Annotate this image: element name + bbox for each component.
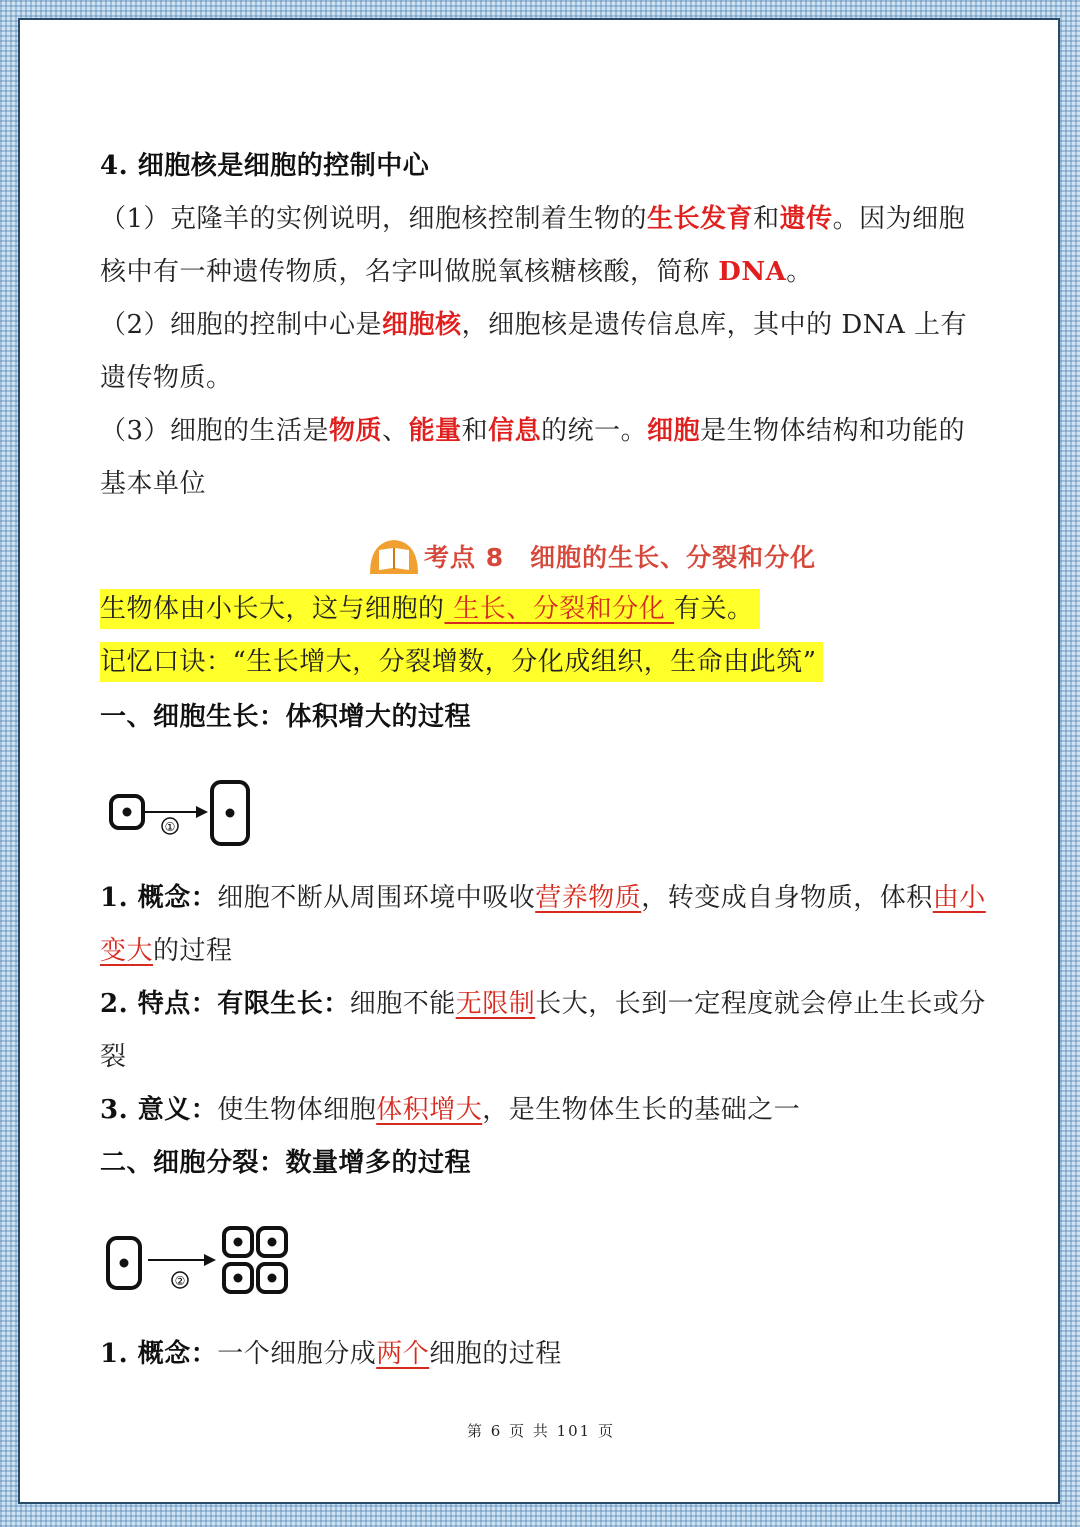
text: 和 [753,204,780,234]
text: 。因为细胞核中有一种遗传物质，名字叫做脱氧核糖核酸，简称 [100,204,966,287]
text: （1）克隆羊的实例说明，细胞核控制着生物的 [100,204,648,234]
document-page [18,18,1060,1504]
text: 。 [786,257,813,287]
memory-rhyme: 记忆口诀：“生长增大，分裂增数，分化成组织，生命由此筑” [100,642,823,682]
key-term: 生长发育 [647,204,754,234]
fill-blank: 生长、分裂和分化 [444,593,675,624]
step-label: ① [164,820,176,834]
division-concept [100,1328,990,1381]
text: ，细胞核是遗传信息库，其中的 DNA 上有遗传物质。 [100,310,967,393]
section-4-title: 4. 细胞核是细胞的控制中心 [100,151,430,181]
paragraph-3 [100,405,990,511]
page-content [100,140,990,1381]
highlight-text [100,589,760,629]
growth-meaning [100,1084,990,1137]
key-term: 物质 [329,416,383,446]
text: 是生物体结构和功能的基本单位 [100,416,966,499]
text: 使生物体细胞 [217,1095,377,1125]
growth-concept [100,872,990,978]
label: 2. 特点：有限生长： [100,989,350,1019]
highlight-line-2 [100,638,990,685]
text: 细胞的过程 [429,1339,562,1369]
kaodian-header [366,533,990,579]
fill-blank: 营养物质 [535,883,642,913]
paragraph-2 [100,299,990,405]
highlight-line-1 [100,585,990,632]
label: 1. 概念： [100,883,218,913]
fill-blank: 两个 [376,1339,430,1369]
text: 的统一。 [541,416,648,446]
text: （2）细胞的控制中心是 [100,310,383,340]
text: 和 [461,416,489,446]
key-term: 细胞 [647,416,701,446]
fill-blank: 由小变大 [100,883,986,966]
text: （3）细胞的生活是 [100,416,330,446]
key-term: DNA [718,257,787,287]
key-term: 能量 [408,416,462,446]
cell-growth-figure [100,750,990,872]
text: 有关。 [674,593,754,624]
text: 一个细胞分成 [217,1339,377,1369]
key-term: 信息 [488,416,542,446]
text: 细胞不断从周围环境中吸收 [217,883,536,913]
text: 细胞不能 [349,989,456,1019]
cell-division-diagram [100,1196,300,1324]
label: 3. 意义： [100,1095,218,1125]
open-book-icon [366,536,422,576]
growth-heading: 一、细胞生长：体积增大的过程 [100,702,472,732]
key-term: 细胞核 [382,310,462,340]
kaodian-title: 考点 8 细胞的生长、分裂和分化 [424,543,817,572]
label: 1. 概念： [100,1339,218,1369]
page-footer: 第 6 页 共 101 页 [466,1422,615,1440]
text: 、 [382,416,409,446]
fill-blank: 无限制 [455,989,536,1019]
cell-growth-diagram [100,750,260,868]
division-heading: 二、细胞分裂：数量增多的过程 [100,1148,472,1178]
step-label: ② [174,1274,186,1288]
text: 的过程 [153,936,233,966]
text: ，是生物体生长的基础之一 [482,1095,801,1125]
text: 生物体由小长大，这与细胞的 [100,593,445,624]
text: ，转变成自身物质，体积 [641,883,933,913]
growth-feature [100,978,990,1084]
text: 长大，长到一定程度就会停止生长或分裂 [100,989,986,1072]
fill-blank: 体积增大 [376,1095,483,1125]
paragraph-1 [100,193,990,299]
key-term: 遗传 [779,204,833,234]
cell-division-figure [100,1196,990,1328]
